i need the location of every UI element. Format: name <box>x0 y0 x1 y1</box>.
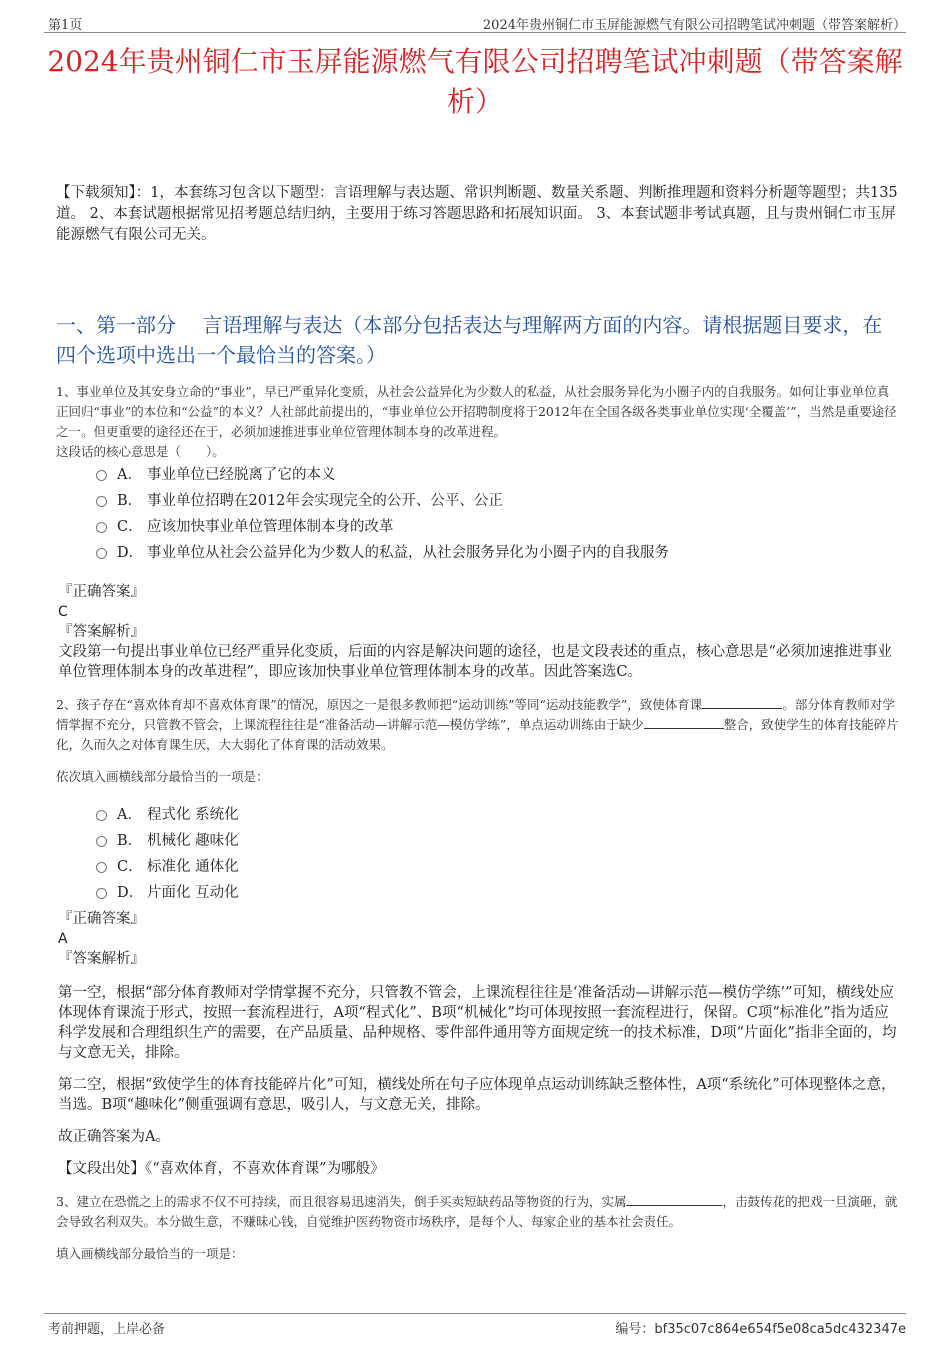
option-d[interactable]: D． 事业单位从社会公益异化为少数人的私益，从社会服务异化为小圈子内的自我服务 <box>96 540 900 566</box>
question-3 <box>56 1192 900 1264</box>
blank-line <box>644 715 724 729</box>
section-heading: 一、第一部分 言语理解与表达（本部分包括表达与理解两方面的内容。请根据题目要求，在四个选项中选出一个最恰当的答案。） <box>56 313 883 367</box>
header-doc-title: 2024年贵州铜仁市玉屏能源燃气有限公司招聘笔试冲刺题（带答案解析） <box>482 18 906 33</box>
analysis-paragraph: 第一空，根据“部分体育教师对学情掌握不充分，只管教不管会，上课流程往往是‘准备活动—讲解示范—模仿学练’”可知，横线处应体现体育课流于形式，按照一套流程进行，A项“程式化”、B项“机械化”均可体现按照一套流程进行，保留。C项“标准化”指为适应科学发展和合理组织生产的需要，在产品质量、品种规格、零件部件通用等方面规定统一的技术标准，D项“片面化”指非全面的，均与文意无关，排除。 <box>58 985 897 1061</box>
blank-line <box>626 1192 722 1206</box>
option-c[interactable]: C． 应该加快事业单位管理体制本身的改革 <box>96 514 900 540</box>
source-citation: 【文段出处】《“喜欢体育，不喜欢体育课”为哪般》 <box>58 1161 385 1177</box>
option-b[interactable]: B． 机械化 趣味化 <box>96 828 900 854</box>
question-1-prompt: 这段话的核心意思是（ ）。 <box>56 444 225 459</box>
radio-icon[interactable] <box>96 470 107 481</box>
page-number: 第1页 <box>48 18 83 33</box>
blank-line <box>702 695 782 709</box>
question-3-prompt: 填入画横线部分最恰当的一项是： <box>56 1246 244 1261</box>
question-1 <box>56 382 900 462</box>
document-code: 编号：bf35c07c864e654f5e08ca5dc432347e <box>615 1322 906 1337</box>
footer-slogan: 考前押题，上岸必备 <box>48 1322 166 1337</box>
question-2-stem: 2、孩子存在“喜欢体育却不喜欢体育课”的情况，原因之一是很多教师把“运动训练”等同“运动技能教学”，致使体育课 。部分体育教师对学情掌握不充分，只管教不管会，上课流程往往是“准备活动—讲解示范—模仿学练”，单点运动训练由于缺少 整合，致使学生的体育技能碎片化，久而久之对体育课生厌，大大弱化了体育课的活动效果。 <box>56 697 899 752</box>
page-header <box>44 12 906 33</box>
question-2-prompt: 依次填入画横线部分最恰当的一项是： <box>56 769 269 784</box>
option-a[interactable]: A． 事业单位已经脱离了它的本义 <box>96 462 900 488</box>
answer-label: 『正确答案』 <box>58 584 145 600</box>
radio-icon[interactable] <box>96 548 107 559</box>
question-2 <box>56 695 900 787</box>
answer-value: A <box>58 931 68 947</box>
analysis-text: 文段第一句提出事业单位已经严重异化变质，后面的内容是解决问题的途径，也是文段表述的重点，核心意思是“必须加速推进事业单位管理体制本身的改革进程”，即应该加快事业单位管理体制本身的改革。因此答案选C。 <box>58 644 892 680</box>
analysis-paragraph: 第二空，根据“致使学生的体育技能碎片化”可知，横线处所在句子应体现单点运动训练缺乏整体性，A项“系统化”可体现整体之意，当选。B项“趣味化”侧重强调有意思，吸引人，与文意无关，排除。 <box>58 1077 896 1113</box>
download-notice: 【下载须知】：1，本套练习包含以下题型：言语理解与表达题、常识判断题、数量关系题、判断推理题和资料分析题等题型；共135道。 2、本套试题根据常见招考题总结归纳，主要用于练习答题思路和拓展知识面。 3、本套试题非考试真题，且与贵州铜仁市玉屏能源燃气有限公司无关。 <box>56 185 898 243</box>
option-d[interactable]: D． 片面化 互动化 <box>96 880 900 906</box>
question-2-answer <box>58 909 900 1191</box>
option-c[interactable]: C． 标准化 通体化 <box>96 854 900 880</box>
question-3-stem: 3、建立在恐慌之上的需求不仅不可持续，而且很容易迅速消失，倒手买卖短缺药品等物资的行为，实属 ，击鼓传花的把戏一旦演砸，就会导致名利双失。本分做生意，不赚昧心钱，自觉维护医药物资市场秩序，是每个人、每家企业的基本社会责任。 <box>56 1194 898 1229</box>
analysis-paragraph: 故正确答案为A。 <box>58 1129 170 1145</box>
option-b[interactable]: B． 事业单位招聘在2012年会实现完全的公开、公平、公正 <box>96 488 900 514</box>
radio-icon[interactable] <box>96 836 107 847</box>
question-1-stem: 1、事业单位及其安身立命的“事业”，早已严重异化变质，从社会公益异化为少数人的私益，从社会服务异化为小圈子内的自我服务。如何让事业单位真正回归“事业”的本位和“公益”的本义？人社部此前提出的，“事业单位公开招聘制度将于2012年在全国各级各类事业单位实现‘全覆盖’”，当然是重要途径之一。但更重要的途径还在于，必须加速推进事业单位管理体制本身的改革进程。 <box>56 384 897 439</box>
document-title: 2024年贵州铜仁市玉屏能源燃气有限公司招聘笔试冲刺题（带答案解析） <box>47 45 903 118</box>
question-1-answer <box>58 582 900 694</box>
question-2-options <box>96 802 900 906</box>
radio-icon[interactable] <box>96 810 107 821</box>
radio-icon[interactable] <box>96 862 107 873</box>
page-footer <box>44 1313 906 1337</box>
option-a[interactable]: A． 程式化 系统化 <box>96 802 900 828</box>
answer-label: 『正确答案』 <box>58 911 145 927</box>
radio-icon[interactable] <box>96 888 107 899</box>
analysis-label: 『答案解析』 <box>58 951 145 967</box>
radio-icon[interactable] <box>96 496 107 507</box>
answer-value: C <box>58 604 68 620</box>
question-1-options <box>96 462 900 566</box>
analysis-label: 『答案解析』 <box>58 624 145 640</box>
radio-icon[interactable] <box>96 522 107 533</box>
